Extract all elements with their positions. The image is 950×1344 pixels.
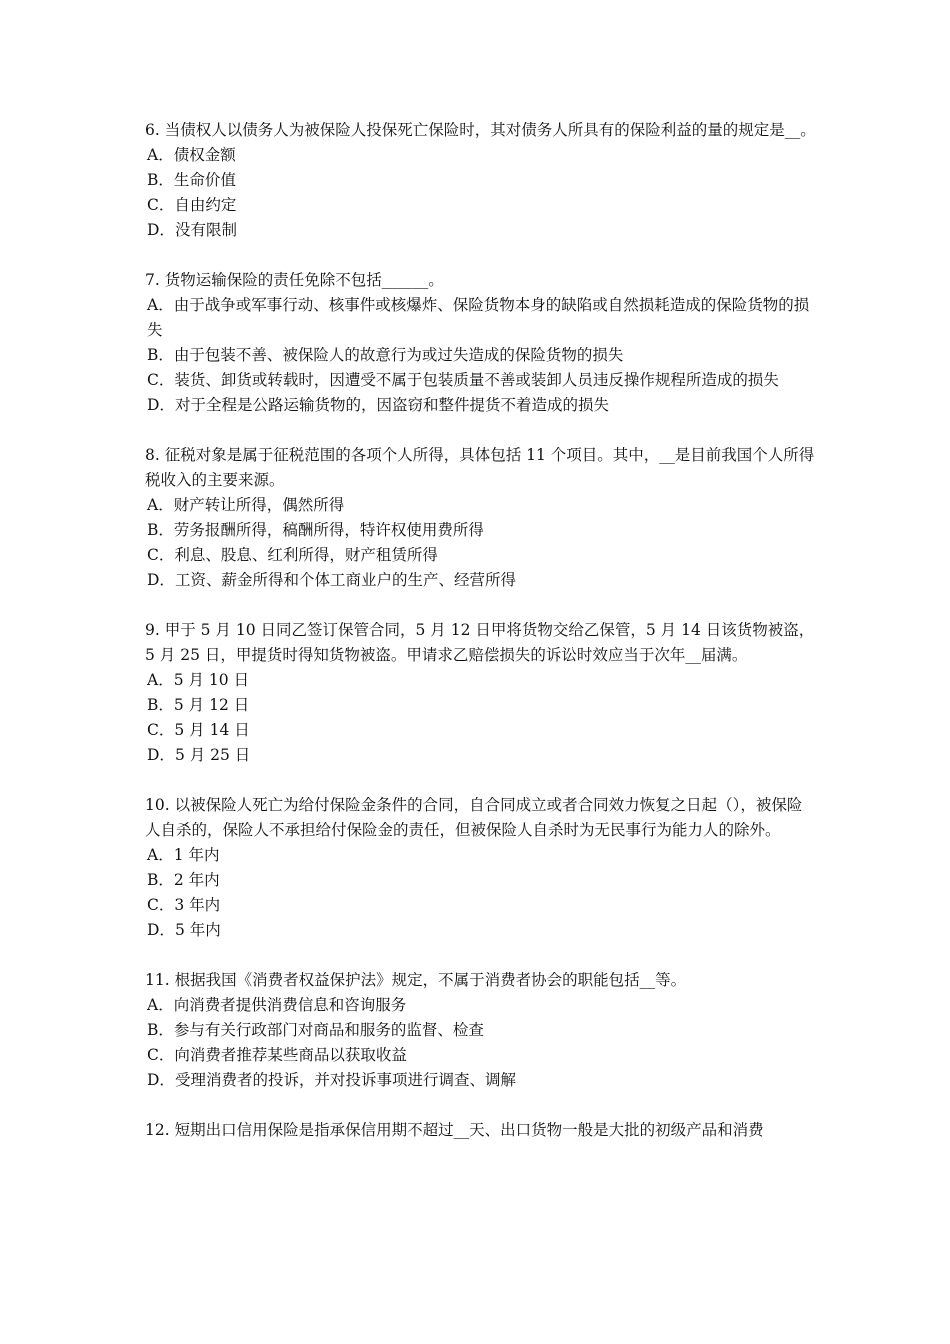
question-6 bbox=[145, 118, 817, 243]
option-d bbox=[145, 1068, 817, 1093]
option-text: 5 月 10 日 bbox=[173, 671, 250, 689]
option-a bbox=[145, 493, 817, 518]
option-b bbox=[145, 168, 817, 193]
option-letter: C． bbox=[147, 896, 175, 914]
option-b bbox=[145, 518, 817, 543]
option-text: 5 年内 bbox=[174, 921, 221, 939]
question-text: 10. 以被保险人死亡为给付保险金条件的合同，自合同成立或者合同效力恢复之日起（），被保险人自杀的，保险人不承担给付保险金的责任，但被保险人自杀时为无民事行为能力人的除外。 bbox=[145, 796, 803, 839]
option-text: 5 月 14 日 bbox=[174, 721, 250, 739]
question-text: 8. 征税对象是属于征税范围的各项个人所得，具体包括 11 个项目。其中，__是目前我国个人所得税收入的主要来源。 bbox=[145, 446, 815, 489]
option-list bbox=[145, 993, 817, 1093]
question-text: 12. 短期出口信用保险是指承保信用期不超过__天、出口货物一般是大批的初级产品和消费 bbox=[145, 1121, 764, 1139]
option-c bbox=[145, 718, 817, 743]
option-letter: A． bbox=[147, 296, 174, 314]
option-letter: D． bbox=[147, 746, 175, 764]
option-letter: A． bbox=[147, 496, 174, 514]
document-page bbox=[145, 118, 817, 1168]
option-letter: D． bbox=[147, 1071, 175, 1089]
option-text: 债权金额 bbox=[173, 146, 236, 164]
option-text: 5 月 25 日 bbox=[174, 746, 251, 764]
option-d bbox=[145, 918, 817, 943]
option-list bbox=[145, 668, 817, 768]
question-8 bbox=[145, 443, 817, 593]
option-text: 生命价值 bbox=[173, 171, 236, 189]
option-letter: A． bbox=[147, 846, 174, 864]
option-c bbox=[145, 543, 817, 568]
option-d bbox=[145, 393, 817, 418]
option-letter: C． bbox=[147, 546, 175, 564]
option-text: 自由约定 bbox=[174, 196, 237, 214]
question-11 bbox=[145, 968, 817, 1093]
option-c bbox=[145, 893, 817, 918]
option-a bbox=[145, 143, 817, 168]
option-letter: C． bbox=[147, 371, 175, 389]
question-9 bbox=[145, 618, 817, 768]
option-letter: B． bbox=[147, 171, 174, 189]
option-letter: D． bbox=[147, 221, 175, 239]
option-text: 对于全程是公路运输货物的，因盗窃和整件提货不着造成的损失 bbox=[174, 396, 609, 414]
option-text: 参与有关行政部门对商品和服务的监督、检查 bbox=[173, 1021, 484, 1039]
option-letter: D． bbox=[147, 396, 175, 414]
option-list bbox=[145, 143, 817, 243]
question-text: 6. 当债权人以债务人为被保险人投保死亡保险时，其对债务人所具有的保险利益的量的规定是__。 bbox=[145, 121, 816, 139]
option-letter: A． bbox=[147, 146, 174, 164]
option-a bbox=[145, 993, 817, 1018]
option-c bbox=[145, 368, 817, 393]
question-text: 11. 根据我国《消费者权益保护法》规定，不属于消费者协会的职能包括__等。 bbox=[145, 971, 687, 989]
option-letter: C． bbox=[147, 1046, 175, 1064]
option-a bbox=[145, 668, 817, 693]
option-text: 装货、卸货或转载时，因遭受不属于包装质量不善或装卸人员违反操作规程所造成的损失 bbox=[174, 371, 779, 389]
option-a bbox=[145, 843, 817, 868]
option-letter: D． bbox=[147, 921, 175, 939]
option-text: 2 年内 bbox=[173, 871, 220, 889]
option-text: 受理消费者的投诉，并对投诉事项进行调查、调解 bbox=[174, 1071, 516, 1089]
option-b bbox=[145, 693, 817, 718]
option-text: 没有限制 bbox=[174, 221, 237, 239]
option-letter: C． bbox=[147, 196, 175, 214]
option-c bbox=[145, 193, 817, 218]
option-c bbox=[145, 1043, 817, 1068]
question-text: 9. 甲于 5 月 10 日同乙签订保管合同，5 月 12 日甲将货物交给乙保管，5 月 14 日该货物被盗，5 月 25 日，甲提货时得知货物被盗。甲请求乙赔偿损失的诉讼时效应当于次年__届满。 bbox=[145, 621, 815, 664]
option-text: 财产转让所得，偶然所得 bbox=[173, 496, 345, 514]
option-text: 劳务报酬所得，稿酬所得，特许权使用费所得 bbox=[173, 521, 484, 539]
option-letter: A． bbox=[147, 671, 174, 689]
option-text: 利息、股息、红利所得，财产租赁所得 bbox=[174, 546, 438, 564]
option-text: 由于战争或军事行动、核事件或核爆炸、保险货物本身的缺陷或自然损耗造成的保险货物的损失 bbox=[147, 296, 810, 339]
option-letter: B． bbox=[147, 1021, 174, 1039]
option-d bbox=[145, 568, 817, 593]
question-text: 7. 货物运输保险的责任免除不包括______。 bbox=[145, 271, 444, 289]
option-text: 向消费者提供消费信息和咨询服务 bbox=[173, 996, 407, 1014]
option-list bbox=[145, 293, 817, 418]
option-a bbox=[145, 293, 817, 343]
option-text: 工资、薪金所得和个体工商业户的生产、经营所得 bbox=[174, 571, 516, 589]
option-list bbox=[145, 843, 817, 943]
question-10 bbox=[145, 793, 817, 943]
option-d bbox=[145, 743, 817, 768]
option-letter: B． bbox=[147, 696, 174, 714]
option-letter: D． bbox=[147, 571, 175, 589]
question-12 bbox=[145, 1118, 817, 1143]
question-7 bbox=[145, 268, 817, 418]
option-text: 3 年内 bbox=[174, 896, 221, 914]
option-text: 向消费者推荐某些商品以获取收益 bbox=[174, 1046, 407, 1064]
option-b bbox=[145, 1018, 817, 1043]
option-list bbox=[145, 493, 817, 593]
option-b bbox=[145, 343, 817, 368]
option-letter: A． bbox=[147, 996, 174, 1014]
option-text: 1 年内 bbox=[173, 846, 220, 864]
option-text: 由于包装不善、被保险人的故意行为或过失造成的保险货物的损失 bbox=[173, 346, 624, 364]
option-letter: B． bbox=[147, 521, 174, 539]
option-letter: B． bbox=[147, 871, 174, 889]
option-d bbox=[145, 218, 817, 243]
option-letter: B． bbox=[147, 346, 174, 364]
option-letter: C． bbox=[147, 721, 175, 739]
option-b bbox=[145, 868, 817, 893]
option-text: 5 月 12 日 bbox=[173, 696, 250, 714]
